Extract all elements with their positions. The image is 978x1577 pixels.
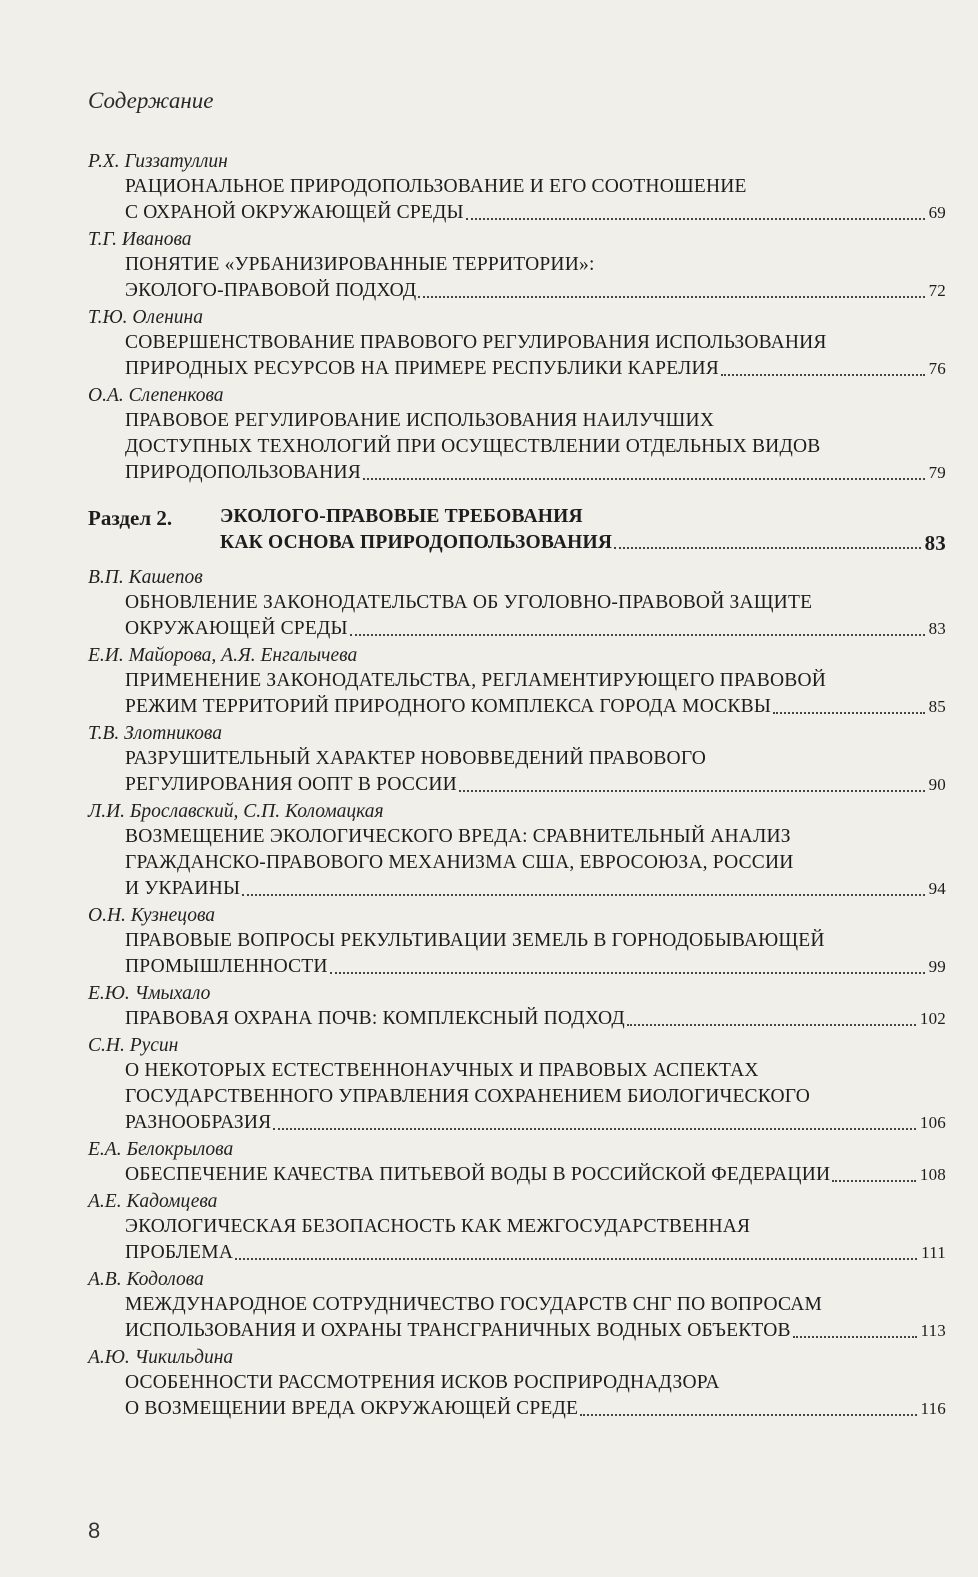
entry-title-line: КАК ОСНОВА ПРИРОДОПОЛЬЗОВАНИЯ [220,532,613,553]
entry-title-line: РЕЖИМ ТЕРРИТОРИЙ ПРИРОДНОГО КОМПЛЕКСА ГОРОДА МОСКВЫ [125,696,772,717]
entry-title [88,1058,946,1136]
entry-title-line: С ОХРАНОЙ ОКРУЖАЮЩЕЙ СРЕДЫ [125,202,464,223]
entry-title-line: ИСПОЛЬЗОВАНИЯ И ОХРАНЫ ТРАНСГРАНИЧНЫХ ВОДНЫХ ОБЪЕКТОВ [125,1320,791,1341]
entry-author: Е.И. Майорова, А.Я. Енгалычева [88,645,358,666]
entry-title [88,1006,946,1032]
dot-leader [350,633,925,636]
toc-entry [88,1190,946,1266]
entry-title [88,1214,946,1266]
section-heading [88,504,946,556]
toc-entry [88,566,946,642]
entry-page-number: 116 [920,1399,946,1418]
entry-author: Е.Ю. Чмыхало [88,983,211,1004]
entry-page-number: 72 [928,281,946,300]
section-title [220,504,946,556]
toc-entry [88,800,946,902]
entry-title-last-line [125,772,946,798]
entry-title-last-line [125,1396,946,1422]
entry-title [88,824,946,902]
entry-title-last-line [125,694,946,720]
entry-title [88,928,946,980]
entry-author: А.Е. Кадомцева [88,1191,218,1212]
toc-entry [88,644,946,720]
entry-page-number: 85 [928,697,946,716]
entry-title-line: РЕГУЛИРОВАНИЯ ООПТ В РОССИИ [125,774,457,795]
entry-page-number: 69 [928,203,946,222]
dot-leader [418,295,924,298]
entry-title [88,746,946,798]
entry-title-last-line [125,278,946,304]
entry-title [88,590,946,642]
entry-author: В.П. Кашепов [88,567,203,588]
dot-leader [773,711,925,714]
entry-page-number: 83 [928,619,946,638]
entry-title-last-line [125,954,946,980]
entry-title [88,1370,946,1422]
entry-title-last-line [125,1006,946,1032]
toc-entry [88,1346,946,1422]
entry-title-line: РАЗНООБРАЗИЯ [125,1112,272,1133]
running-header: Содержание [88,88,214,113]
entry-title-line: ГОСУДАРСТВЕННОГО УПРАВЛЕНИЯ СОХРАНЕНИЕМ БИОЛОГИЧЕСКОГО [125,1086,811,1107]
entry-title-line: ВОЗМЕЩЕНИЕ ЭКОЛОГИЧЕСКОГО ВРЕДА: СРАВНИТЕЛЬНЫЙ АНАЛИЗ [125,826,791,847]
entry-page-number: 83 [924,531,946,555]
entry-title-line: ЭКОЛОГО-ПРАВОВОЙ ПОДХОД [125,280,417,301]
toc-entry [88,722,946,798]
dot-leader [363,477,925,480]
entry-page-number: 111 [921,1243,946,1262]
entry-author: А.Ю. Чикильдина [88,1347,234,1368]
entry-author: А.В. Кодолова [88,1269,204,1290]
dot-leader [793,1335,917,1338]
entry-page-number: 79 [928,463,946,482]
entry-title-line: ПРИРОДОПОЛЬЗОВАНИЯ [125,462,361,483]
entry-title-line: ОКРУЖАЮЩЕЙ СРЕДЫ [125,618,348,639]
dot-leader [459,789,925,792]
entry-title-line: ПРАВОВАЯ ОХРАНА ПОЧВ: КОМПЛЕКСНЫЙ ПОДХОД [125,1008,625,1029]
toc-entry [88,150,946,226]
entry-title-line: ПОНЯТИЕ «УРБАНИЗИРОВАННЫЕ ТЕРРИТОРИИ»: [125,254,595,275]
entry-title-line: О ВОЗМЕЩЕНИИ ВРЕДА ОКРУЖАЮЩЕЙ СРЕДЕ [125,1398,579,1419]
entry-title-line: ЭКОЛОГИЧЕСКАЯ БЕЗОПАСНОСТЬ КАК МЕЖГОСУДАРСТВЕННАЯ [125,1216,751,1237]
entry-title-last-line [125,1162,946,1188]
entry-title [88,668,946,720]
entry-title-last-line [125,356,946,382]
entry-title-last-line [220,530,946,556]
entry-author: Т.Ю. Оленина [88,307,203,328]
entry-title-line: ПРИРОДНЫХ РЕСУРСОВ НА ПРИМЕРЕ РЕСПУБЛИКИ КАРЕЛИЯ [125,358,719,379]
entry-author: Т.Г. Иванова [88,229,192,250]
entry-author: О.А. Слепенкова [88,385,224,406]
entry-title-line: ПРАВОВЫЕ ВОПРОСЫ РЕКУЛЬТИВАЦИИ ЗЕМЕЛЬ В ГОРНОДОБЫВАЮЩЕЙ [125,930,825,951]
entry-title [88,252,946,304]
dot-leader [273,1127,916,1130]
entry-author: Т.В. Злотникова [88,723,223,744]
entry-page-number: 76 [928,359,946,378]
page-number: 8 [88,1518,101,1543]
entry-title-line: МЕЖДУНАРОДНОЕ СОТРУДНИЧЕСТВО ГОСУДАРСТВ СНГ ПО ВОПРОСАМ [125,1294,823,1315]
entry-title-line: РАЦИОНАЛЬНОЕ ПРИРОДОПОЛЬЗОВАНИЕ И ЕГО СООТНОШЕНИЕ [125,176,747,197]
dot-leader [832,1179,916,1182]
entry-page-number: 94 [928,879,946,898]
entry-title-last-line [125,1240,946,1266]
dot-leader [580,1413,916,1416]
entry-title [88,1292,946,1344]
entry-title-line: И УКРАИНЫ [125,878,241,899]
toc-entry [88,306,946,382]
toc-entry [88,904,946,980]
dot-leader [330,971,925,974]
entry-title-line: ЭКОЛОГО-ПРАВОВЫЕ ТРЕБОВАНИЯ [220,506,583,527]
entry-page-number: 108 [919,1165,946,1184]
dot-leader [614,546,920,549]
entry-title [88,330,946,382]
entry-title-last-line [125,1318,946,1344]
entry-title-last-line [125,1110,946,1136]
toc-entry [88,982,946,1032]
entry-title-line: ПРОМЫШЛЕННОСТИ [125,956,328,977]
dot-leader [242,893,924,896]
entry-page-number: 90 [928,775,946,794]
toc-entry [88,228,946,304]
entry-author: Л.И. Брославский, С.П. Коломацкая [88,801,384,822]
entry-title-last-line [125,460,946,486]
entry-title [88,174,946,226]
entry-page-number: 102 [919,1009,946,1028]
entry-title-last-line [125,876,946,902]
entry-title-line: ПРАВОВОЕ РЕГУЛИРОВАНИЕ ИСПОЛЬЗОВАНИЯ НАИЛУЧШИХ [125,410,715,431]
entry-title-line: ОСОБЕННОСТИ РАССМОТРЕНИЯ ИСКОВ РОСПРИРОДНАДЗОРА [125,1372,720,1393]
toc-entries-group-b [88,566,946,1422]
toc-entries-group-a [88,150,946,486]
entry-title-line: СОВЕРШЕНСТВОВАНИЕ ПРАВОВОГО РЕГУЛИРОВАНИЯ ИСПОЛЬЗОВАНИЯ [125,332,827,353]
dot-leader [627,1023,916,1026]
entry-title-line: О НЕКОТОРЫХ ЕСТЕСТВЕННОНАУЧНЫХ И ПРАВОВЫХ АСПЕКТАХ [125,1060,759,1081]
toc-entry [88,384,946,486]
entry-title-line: ПРОБЛЕМА [125,1242,234,1263]
entry-title-line: РАЗРУШИТЕЛЬНЫЙ ХАРАКТЕР НОВОВВЕДЕНИЙ ПРАВОВОГО [125,748,707,769]
entry-title [88,408,946,486]
entry-title-last-line [125,200,946,226]
toc-entry [88,1034,946,1136]
dot-leader [235,1257,917,1260]
entry-title [88,1162,946,1188]
toc-entry [88,1138,946,1188]
entry-page-number: 99 [928,957,946,976]
entry-page-number: 113 [920,1321,946,1340]
table-of-contents [88,150,946,1424]
entry-author: Р.Х. Гиззатуллин [88,151,228,172]
entry-title-line: ДОСТУПНЫХ ТЕХНОЛОГИЙ ПРИ ОСУЩЕСТВЛЕНИИ ОТДЕЛЬНЫХ ВИДОВ [125,436,821,457]
entry-title-line: ПРИМЕНЕНИЕ ЗАКОНОДАТЕЛЬСТВА, РЕГЛАМЕНТИРУЮЩЕГО ПРАВОВОЙ [125,670,827,691]
entry-title-line: ОБНОВЛЕНИЕ ЗАКОНОДАТЕЛЬСТВА ОБ УГОЛОВНО-ПРАВОВОЙ ЗАЩИТЕ [125,592,813,613]
entry-author: С.Н. Русин [88,1035,179,1056]
dot-leader [466,217,925,220]
dot-leader [721,373,925,376]
entry-title-line: ГРАЖДАНСКО-ПРАВОВОГО МЕХАНИЗМА США, ЕВРОСОЮЗА, РОССИИ [125,852,794,873]
entry-author: Е.А. Белокрылова [88,1139,234,1160]
entry-title-last-line [125,616,946,642]
entry-page-number: 106 [919,1113,946,1132]
entry-author: О.Н. Кузнецова [88,905,216,926]
toc-entry [88,1268,946,1344]
entry-title-line: ОБЕСПЕЧЕНИЕ КАЧЕСТВА ПИТЬЕВОЙ ВОДЫ В РОССИЙСКОЙ ФЕДЕРАЦИИ [125,1164,831,1185]
section-label: Раздел 2. [88,506,173,530]
